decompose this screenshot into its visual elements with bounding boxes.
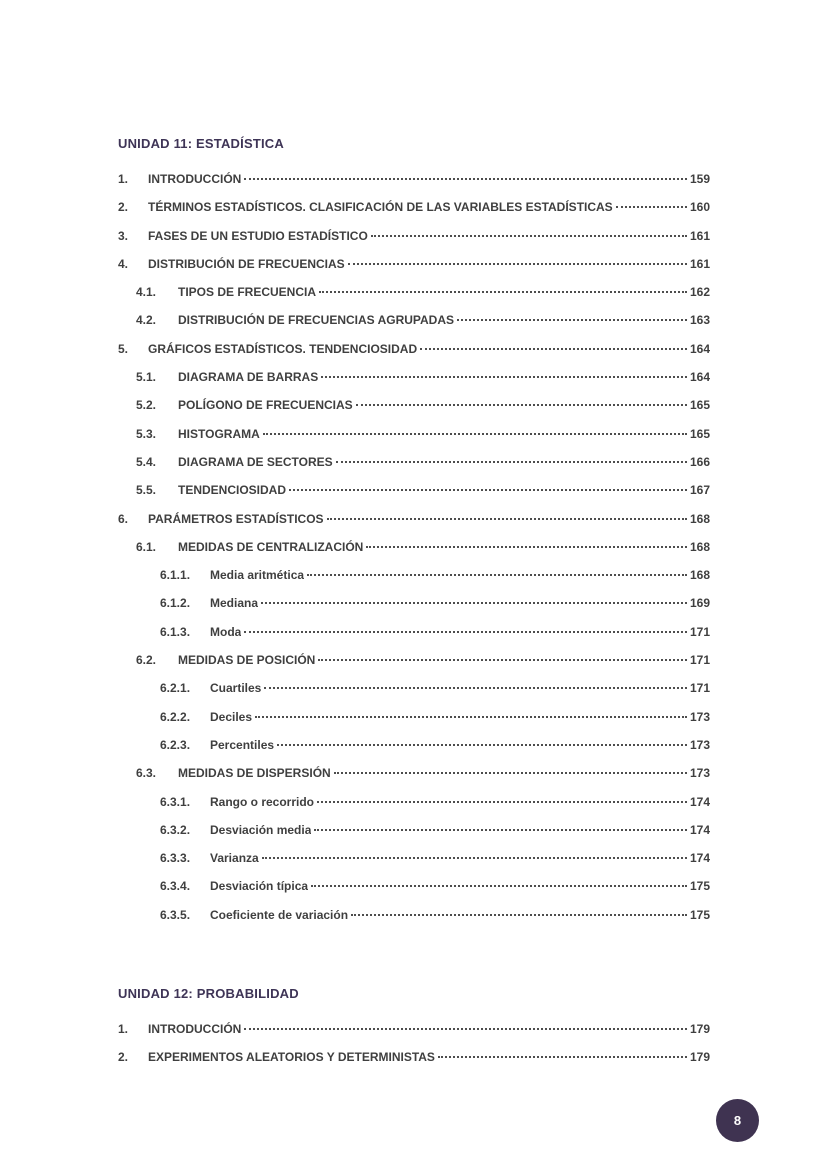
toc-entry-number: 6.3.3. bbox=[160, 851, 191, 866]
dotted-leader bbox=[289, 489, 687, 491]
dotted-leader bbox=[616, 206, 687, 208]
toc-entry-page: 161 bbox=[689, 256, 710, 271]
section-heading: UNIDAD 11: ESTADÍSTICA bbox=[118, 136, 284, 151]
toc-entry-label: GRÁFICOS ESTADÍSTICOS. TENDENCIOSIDAD bbox=[148, 341, 418, 356]
toc-entry[interactable] bbox=[118, 568, 710, 596]
dotted-leader bbox=[336, 461, 687, 463]
toc-entry-page: 175 bbox=[689, 879, 710, 894]
toc-entry-number: 1. bbox=[118, 172, 129, 186]
dotted-leader bbox=[262, 857, 687, 859]
toc-entry-label: MEDIDAS DE DISPERSIÓN bbox=[178, 766, 331, 781]
toc-entry-page: 167 bbox=[689, 483, 710, 498]
toc-entry-label: Media aritmética bbox=[210, 568, 305, 583]
toc-entry[interactable] bbox=[118, 823, 710, 851]
dotted-leader bbox=[334, 772, 687, 774]
toc-entry[interactable] bbox=[118, 370, 710, 398]
toc-entry-label: Percentiles bbox=[210, 737, 275, 752]
toc-entry-page: 169 bbox=[689, 596, 710, 611]
toc-entry[interactable] bbox=[118, 257, 710, 285]
toc-entry[interactable] bbox=[118, 455, 710, 483]
toc-entry-number: 5.3. bbox=[136, 426, 157, 441]
toc-entry-label: DIAGRAMA DE BARRAS bbox=[178, 370, 319, 385]
toc-sections bbox=[118, 136, 710, 1079]
dotted-leader bbox=[319, 291, 687, 293]
dotted-leader bbox=[244, 1028, 687, 1030]
toc-entry[interactable] bbox=[118, 398, 710, 426]
toc-entry[interactable] bbox=[118, 710, 710, 738]
toc-entry-label: INTRODUCCIÓN bbox=[148, 172, 242, 186]
dotted-leader bbox=[244, 631, 687, 633]
toc-entry-page: 179 bbox=[689, 1022, 710, 1037]
toc-entry-number: 5.1. bbox=[136, 370, 157, 385]
section-entries bbox=[118, 1022, 710, 1079]
toc-entry-number: 6.2.2. bbox=[160, 709, 191, 724]
toc-entry-number: 5.2. bbox=[136, 398, 157, 413]
toc-entry-number: 6.1.3. bbox=[160, 624, 191, 639]
toc-entry-label: TIPOS DE FRECUENCIA bbox=[178, 285, 317, 300]
dotted-leader bbox=[244, 178, 687, 180]
toc-entry[interactable] bbox=[118, 229, 710, 257]
toc-entry-number: 2. bbox=[118, 200, 129, 215]
toc-entry-page: 173 bbox=[689, 737, 710, 752]
toc-entry[interactable] bbox=[118, 766, 710, 794]
dotted-leader bbox=[420, 348, 687, 350]
toc-entry-page: 168 bbox=[689, 568, 710, 583]
toc-entry[interactable] bbox=[118, 285, 710, 313]
toc-entry-page: 175 bbox=[689, 907, 710, 922]
toc-entry-label: Desviación media bbox=[210, 822, 312, 837]
toc-entry[interactable] bbox=[118, 908, 710, 936]
toc-entry-page: 168 bbox=[689, 539, 710, 554]
dotted-leader bbox=[438, 1056, 687, 1058]
toc-entry-page: 174 bbox=[689, 794, 710, 809]
toc-entry[interactable] bbox=[118, 540, 710, 568]
toc-entry-number: 6.2.3. bbox=[160, 737, 191, 752]
dotted-leader bbox=[317, 801, 687, 803]
toc-entry[interactable] bbox=[118, 1050, 710, 1078]
toc-entry[interactable] bbox=[118, 427, 710, 455]
dotted-leader bbox=[356, 404, 687, 406]
toc-entry-label: Cuartiles bbox=[210, 681, 262, 696]
toc-entry-number: 4.2. bbox=[136, 313, 157, 328]
toc-entry-page: 162 bbox=[689, 285, 710, 300]
toc-entry[interactable] bbox=[118, 342, 710, 370]
dotted-leader bbox=[348, 263, 687, 265]
dotted-leader bbox=[321, 376, 687, 378]
toc-entry-page: 166 bbox=[689, 454, 710, 469]
dotted-leader bbox=[311, 885, 687, 887]
section-entries bbox=[118, 172, 710, 936]
toc-entry-label: FASES DE UN ESTUDIO ESTADÍSTICO bbox=[148, 228, 368, 243]
toc-entry-number: 6.3.2. bbox=[160, 822, 191, 837]
dotted-leader bbox=[261, 602, 687, 604]
toc-entry[interactable] bbox=[118, 596, 710, 624]
toc-entry-number: 6.3.1. bbox=[160, 794, 191, 809]
toc-entry-number: 3. bbox=[118, 228, 129, 243]
toc-entry-page: 164 bbox=[689, 370, 710, 385]
dotted-leader bbox=[264, 687, 687, 689]
toc-entry-label: Mediana bbox=[210, 596, 259, 611]
dotted-leader bbox=[277, 744, 687, 746]
dotted-leader bbox=[327, 518, 687, 520]
toc-entry[interactable] bbox=[118, 653, 710, 681]
toc-entry-label: Rango o recorrido bbox=[210, 794, 315, 809]
toc-entry-label: TENDENCIOSIDAD bbox=[178, 483, 287, 498]
toc-entry-page: 160 bbox=[689, 200, 710, 215]
toc-entry-number: 6.1. bbox=[136, 539, 157, 554]
toc-entry[interactable] bbox=[118, 200, 710, 228]
dotted-leader bbox=[366, 546, 687, 548]
toc-entry-number: 6.3.4. bbox=[160, 879, 191, 894]
toc-entry-number: 6.2. bbox=[136, 653, 157, 668]
toc-entry-label: Varianza bbox=[210, 851, 259, 866]
dotted-leader bbox=[307, 574, 687, 576]
toc-entry-number: 2. bbox=[118, 1050, 129, 1065]
toc-entry[interactable] bbox=[118, 512, 710, 540]
toc-entry-label: DISTRIBUCIÓN DE FRECUENCIAS bbox=[148, 256, 345, 271]
toc-entry[interactable] bbox=[118, 681, 710, 709]
toc-entry-page: 173 bbox=[689, 766, 710, 781]
toc-entry-page: 163 bbox=[689, 313, 710, 328]
toc-entry[interactable] bbox=[118, 851, 710, 879]
toc-entry-label: POLÍGONO DE FRECUENCIAS bbox=[178, 398, 353, 413]
dotted-leader bbox=[457, 319, 687, 321]
section-heading: UNIDAD 12: PROBABILIDAD bbox=[118, 986, 299, 1002]
toc-entry-label: MEDIDAS DE CENTRALIZACIÓN bbox=[178, 539, 364, 554]
toc-entry-page: 159 bbox=[689, 172, 710, 186]
toc-entry-page: 165 bbox=[689, 426, 710, 441]
page-number: 8 bbox=[733, 1113, 742, 1128]
toc-entry-page: 173 bbox=[689, 709, 710, 724]
toc-entry-label: DIAGRAMA DE SECTORES bbox=[178, 454, 333, 469]
toc-entry-label: Moda bbox=[210, 624, 242, 639]
page-number-badge bbox=[716, 1099, 759, 1142]
toc-entry-number: 5.4. bbox=[136, 454, 157, 469]
dotted-leader bbox=[314, 829, 687, 831]
dotted-leader bbox=[371, 235, 687, 237]
toc-entry-number: 6.2.1. bbox=[160, 681, 191, 696]
toc-entry[interactable] bbox=[118, 795, 710, 823]
toc-section bbox=[118, 136, 710, 936]
toc-entry-label: PARÁMETROS ESTADÍSTICOS bbox=[148, 511, 324, 526]
toc-entry-label: DISTRIBUCIÓN DE FRECUENCIAS AGRUPADAS bbox=[178, 313, 455, 328]
toc-entry-page: 168 bbox=[689, 511, 710, 526]
toc-entry-page: 171 bbox=[689, 624, 710, 639]
toc-entry-page: 165 bbox=[689, 398, 710, 413]
toc-entry-label: INTRODUCCIÓN bbox=[148, 1022, 242, 1037]
toc-entry-label: Deciles bbox=[210, 709, 253, 724]
toc-entry-number: 5.5. bbox=[136, 483, 157, 498]
toc-entry[interactable] bbox=[118, 879, 710, 907]
toc-entry-number: 1. bbox=[118, 1022, 129, 1037]
toc-entry-number: 4. bbox=[118, 256, 129, 271]
dotted-leader bbox=[255, 716, 687, 718]
toc-entry[interactable] bbox=[118, 738, 710, 766]
toc-entry-page: 174 bbox=[689, 851, 710, 866]
toc-entry[interactable] bbox=[118, 625, 710, 653]
toc-entry-number: 6.1.2. bbox=[160, 596, 191, 611]
toc-section bbox=[118, 986, 710, 1079]
toc-entry[interactable] bbox=[118, 313, 710, 341]
toc-entry-label: HISTOGRAMA bbox=[178, 426, 260, 441]
toc-entry-page: 174 bbox=[689, 822, 710, 837]
toc-entry[interactable] bbox=[118, 172, 710, 200]
toc-entry-number: 6.1.1. bbox=[160, 568, 191, 583]
toc-entry-number: 6.3. bbox=[136, 766, 157, 781]
dotted-leader bbox=[351, 914, 687, 916]
toc-entry-page: 161 bbox=[689, 228, 710, 243]
toc-entry-page: 179 bbox=[689, 1050, 710, 1065]
toc-entry-label: Coeficiente de variación bbox=[210, 907, 349, 922]
toc-entry-number: 6. bbox=[118, 511, 129, 526]
toc-entry[interactable] bbox=[118, 1022, 710, 1050]
toc-entry-label: TÉRMINOS ESTADÍSTICOS. CLASIFICACIÓN DE LAS VARIABLES ESTADÍSTICAS bbox=[148, 200, 613, 215]
toc-entry-number: 6.3.5. bbox=[160, 907, 191, 922]
toc-entry-number: 4.1. bbox=[136, 285, 157, 300]
toc-entry-number: 5. bbox=[118, 341, 129, 356]
toc-entry-label: MEDIDAS DE POSICIÓN bbox=[178, 653, 316, 668]
dotted-leader bbox=[263, 433, 687, 435]
dotted-leader bbox=[318, 659, 687, 661]
toc-entry-page: 171 bbox=[689, 653, 710, 668]
toc-entry[interactable] bbox=[118, 483, 710, 511]
toc-entry-label: Desviación típica bbox=[210, 879, 309, 894]
toc-entry-page: 171 bbox=[689, 681, 710, 696]
toc-entry-label: EXPERIMENTOS ALEATORIOS Y DETERMINISTAS bbox=[148, 1050, 435, 1065]
toc-entry-page: 164 bbox=[689, 341, 710, 356]
